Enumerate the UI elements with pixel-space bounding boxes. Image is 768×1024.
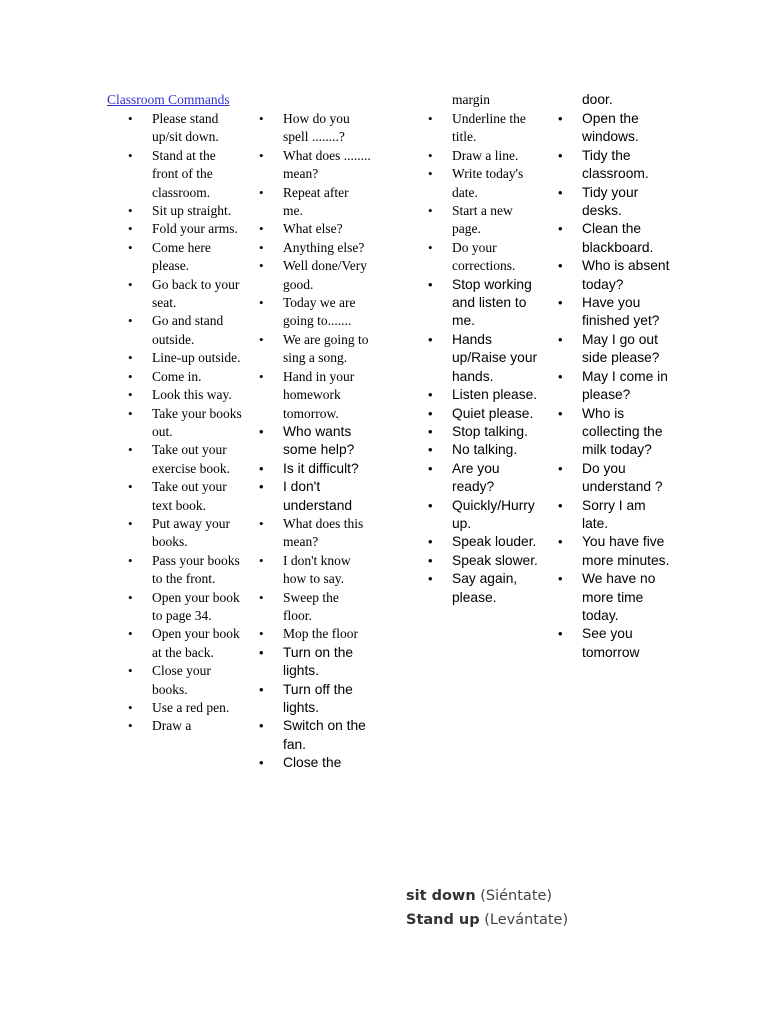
list-item: • Hand in your homework tomorrow. — [283, 368, 371, 423]
list-item: • Draw a — [152, 717, 244, 735]
list-item: • Come here please. — [152, 239, 244, 276]
list-item: • Stop working and listen to me. — [452, 276, 544, 331]
continued-text-margin: margin — [452, 92, 490, 107]
phrase-english: Stand up — [406, 912, 480, 928]
list-item: • Clean the blackboard. — [582, 220, 670, 257]
list-item: • How do you spell ........? — [283, 110, 371, 147]
list-item: • You have five more minutes. — [582, 533, 670, 570]
list-item: • See you tomorrow — [582, 625, 670, 662]
list-item: • Take out your exercise book. — [152, 441, 244, 478]
list-item: • Speak louder. — [452, 533, 544, 551]
list-item: • Look this way. — [152, 386, 244, 404]
list-item: • Speak slower. — [452, 552, 544, 570]
list-item: • Who is absent today? — [582, 257, 670, 294]
list-item: • Who wants some help? — [283, 423, 371, 460]
list-item: • Go and stand outside. — [152, 312, 244, 349]
list-item: • Quiet please. — [452, 405, 544, 423]
list-item: • Do you understand ? — [582, 460, 670, 497]
list-item: • No talking. — [452, 441, 544, 459]
list-item: • Use a red pen. — [152, 699, 244, 717]
list-item: • What does this mean? — [283, 515, 371, 552]
command-list-1 — [152, 110, 244, 736]
list-item: • Are you ready? — [452, 460, 544, 497]
list-item: • Today we are going to....... — [283, 294, 371, 331]
list-item: • Is it difficult? — [283, 460, 371, 478]
phrase-spanish: (Levántate) — [484, 912, 569, 928]
command-list-3 — [452, 110, 544, 607]
list-item: • May I go out side please? — [582, 331, 670, 368]
list-item: • I don't understand — [283, 478, 371, 515]
list-item: • Anything else? — [283, 239, 371, 257]
list-item: • Draw a line. — [452, 147, 544, 165]
list-item: • Open the windows. — [582, 110, 670, 147]
list-item: • Write today's date. — [452, 165, 544, 202]
list-item: • Sit up straight. — [152, 202, 244, 220]
list-item: • Stop talking. — [452, 423, 544, 441]
translation-phrases — [406, 884, 568, 932]
list-item: • Well done/Very good. — [283, 257, 371, 294]
list-item: • Put away your books. — [152, 515, 244, 552]
list-item: • Say again, please. — [452, 570, 544, 607]
document-title: Classroom Commands — [107, 92, 230, 107]
list-item: • Open your book to page 34. — [152, 589, 244, 626]
list-item: • We have no more time today. — [582, 570, 670, 625]
phrase-row — [406, 884, 568, 908]
list-item: • Tidy your desks. — [582, 184, 670, 221]
list-item: • Quickly/Hurry up. — [452, 497, 544, 534]
list-item: • Go back to your seat. — [152, 276, 244, 313]
continued-text-door: door. — [582, 92, 613, 107]
list-item: • Open your book at the back. — [152, 625, 244, 662]
list-item: • Sorry I am late. — [582, 497, 670, 534]
list-item: • Who is collecting the milk today? — [582, 405, 670, 460]
list-item: • What does ........ mean? — [283, 147, 371, 184]
list-item: • Take your books out. — [152, 405, 244, 442]
list-item: • Start a new page. — [452, 202, 544, 239]
list-item: • Listen please. — [452, 386, 544, 404]
list-item: • Please stand up/sit down. — [152, 110, 244, 147]
list-item: • Pass your books to the front. — [152, 552, 244, 589]
list-item: • Turn off the lights. — [283, 681, 371, 718]
list-item: • Tidy the classroom. — [582, 147, 670, 184]
list-item: • Switch on the fan. — [283, 717, 371, 754]
list-item: • Underline the title. — [452, 110, 544, 147]
list-item: • Sweep the floor. — [283, 589, 371, 626]
phrase-english: sit down — [406, 888, 476, 904]
list-item: • May I come in please? — [582, 368, 670, 405]
list-item: • Have you finished yet? — [582, 294, 670, 331]
command-list-4 — [582, 110, 670, 662]
list-item: • Come in. — [152, 368, 244, 386]
list-item: • I don't know how to say. — [283, 552, 371, 589]
list-item: • Close your books. — [152, 662, 244, 699]
list-item: • Take out your text book. — [152, 478, 244, 515]
list-item: • Close the — [283, 754, 371, 772]
list-item: • Hands up/Raise your hands. — [452, 331, 544, 386]
list-item: • Mop the floor — [283, 625, 371, 643]
list-item: • Stand at the front of the classroom. — [152, 147, 244, 202]
list-item: • Repeat after me. — [283, 184, 371, 221]
list-item: • We are going to sing a song. — [283, 331, 371, 368]
list-item: • Do your corrections. — [452, 239, 544, 276]
command-list-2 — [283, 110, 371, 773]
list-item: • What else? — [283, 220, 371, 238]
phrase-spanish: (Siéntate) — [480, 888, 553, 904]
phrase-row — [406, 908, 568, 932]
list-item: • Turn on the lights. — [283, 644, 371, 681]
list-item: • Line-up outside. — [152, 349, 244, 367]
list-item: • Fold your arms. — [152, 220, 244, 238]
